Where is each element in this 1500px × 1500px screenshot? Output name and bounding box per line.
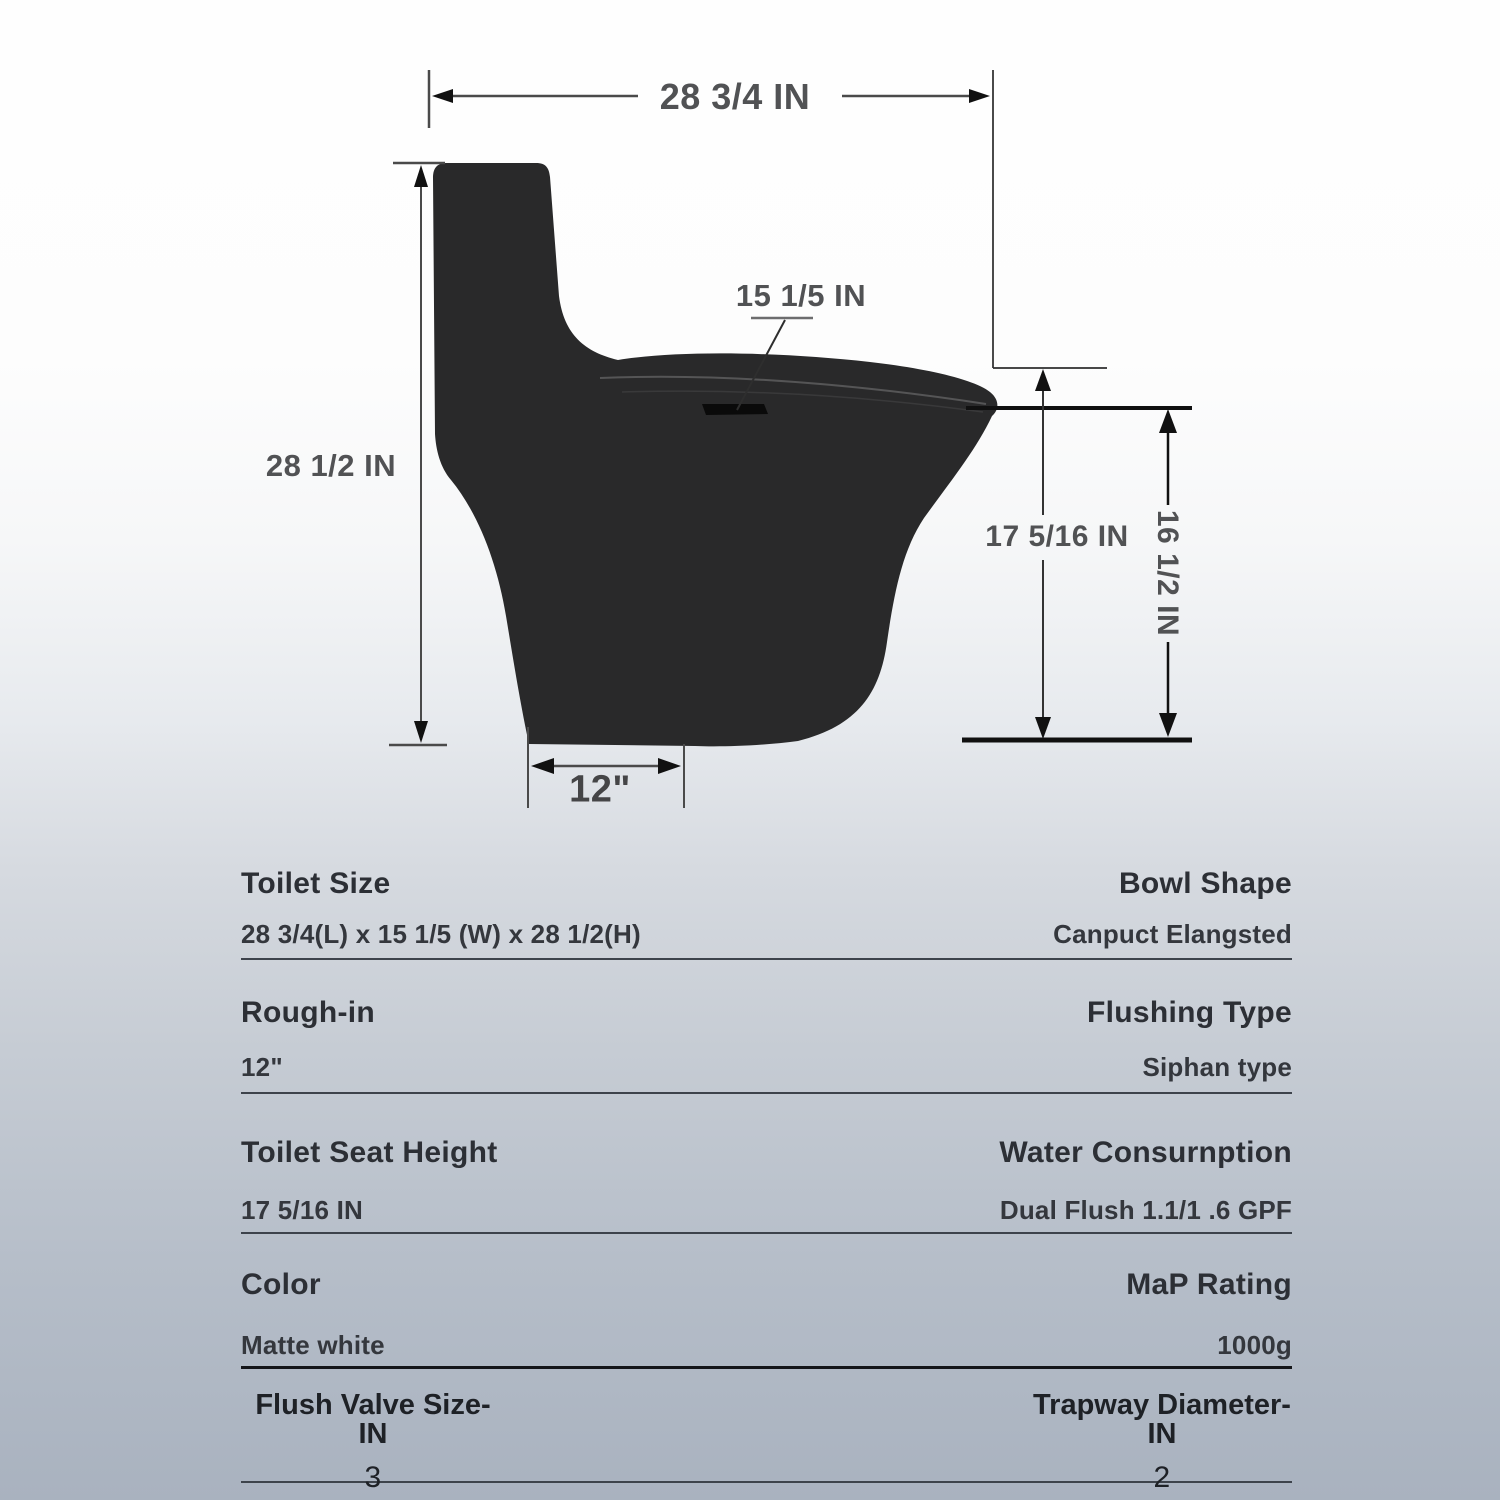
spec-label-rough-in: Rough-in [241,996,376,1029]
spec-label-map-rating: MaP Rating [1126,1268,1292,1301]
spec-cell-trapway [1032,1391,1292,1493]
spec-label-flush-valve-size: Flush Valve Size-IN [255,1389,491,1450]
spec-label-flushing-type: Flushing Type [1086,996,1292,1029]
spec-value-rough-in: 12" [241,1052,283,1082]
spec-value-water-consumption: Dual Flush 1.1/1 .6 GPF [999,1195,1292,1225]
arrow-left-icon [432,89,453,103]
dim-label-top-width: 28 3/4 IN [659,76,811,117]
dim-label-rim-height: 16 1/2 IN [1151,509,1184,637]
dim-label-left-height: 28 1/2 IN [265,448,397,483]
arrow-down-icon [414,721,428,743]
toilet-silhouette [433,163,997,746]
spec-value-bowl-shape: Canpuct Elangsted [1053,919,1292,949]
arrow-right-icon [969,89,990,103]
table-row [241,960,1292,1094]
table-row [241,851,1292,960]
arrow-left-icon [531,758,554,774]
spec-cell-flush-valve [252,1391,494,1493]
arrow-down-icon [1159,713,1177,737]
spec-value-map-rating: 1000g [1217,1330,1292,1360]
spec-label-toilet-size: Toilet Size [241,867,391,900]
spec-value-trapway-diameter: 2 [1153,1461,1171,1494]
dim-label-seat-height: 17 5/16 IN [985,520,1129,553]
spec-label-seat-height: Toilet Seat Height [241,1136,498,1169]
table-row [241,1094,1292,1234]
spec-table [241,851,1292,1494]
arrow-up-icon [1035,369,1051,391]
spec-value-color: Matte white [241,1330,385,1360]
arrow-up-icon [414,165,428,187]
table-row [241,1234,1292,1369]
spec-label-water-consumption: Water Consurnption [999,1136,1292,1169]
spec-value-toilet-size: 28 3/4(L) x 15 1/5 (W) x 28 1/2(H) [241,919,641,949]
spec-label-bowl-shape: Bowl Shape [1118,867,1292,900]
dim-label-rough-in: 12" [569,768,631,811]
spec-value-flush-valve-size: 3 [364,1461,382,1494]
spec-label-color: Color [241,1268,321,1301]
spec-value-seat-height: 17 5/16 IN [241,1195,363,1225]
table-row [241,1369,1292,1494]
seat-hinge-notch [702,404,768,415]
spec-value-flushing-type: Siphan type [1142,1052,1292,1082]
spec-label-trapway-diameter: Trapway Diameter-IN [1033,1389,1291,1450]
arrow-up-icon [1159,409,1177,433]
arrow-down-icon [1035,717,1051,739]
dim-label-seat-width: 15 1/5 IN [735,278,867,313]
arrow-right-icon [658,758,681,774]
